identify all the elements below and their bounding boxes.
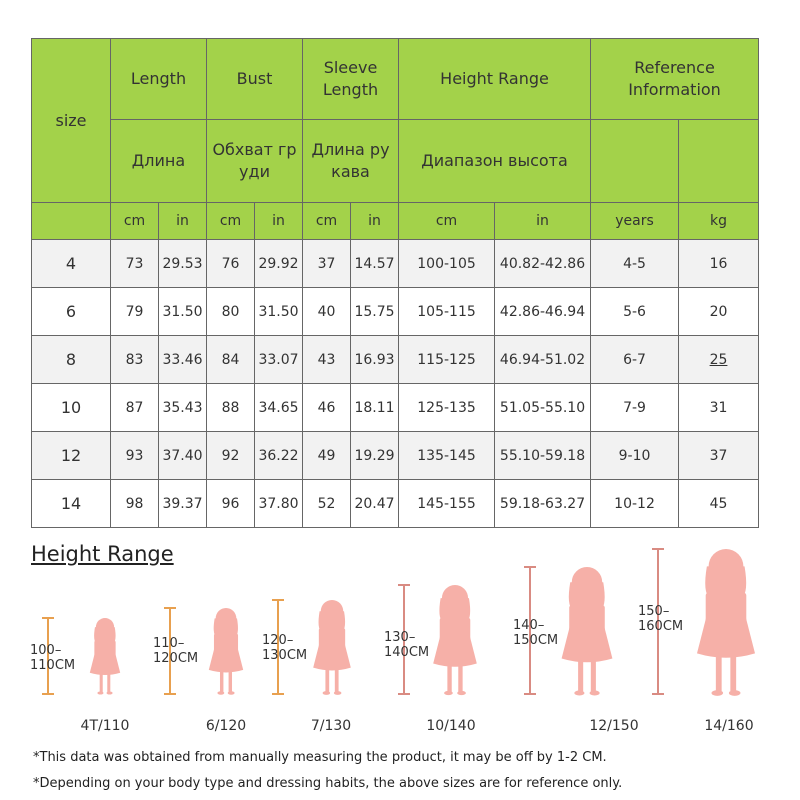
figure-head — [709, 549, 744, 584]
figure-hair — [214, 618, 238, 637]
figure-neck — [329, 622, 335, 627]
figure-leg-left — [325, 670, 329, 693]
table-cell: 105-115 — [399, 288, 495, 336]
figure-hair — [319, 611, 346, 632]
length-header-ru: Длина — [111, 120, 207, 203]
empty-header-cell — [679, 120, 759, 203]
figure-shoe-left — [323, 691, 331, 695]
table-row — [32, 384, 759, 432]
figure-arm-right — [341, 628, 345, 652]
figure-leg-right — [458, 666, 462, 692]
figure-neck — [103, 635, 108, 639]
figure-shoe-left — [97, 691, 103, 694]
unit-header: in — [351, 203, 399, 240]
table-row — [32, 480, 759, 528]
size-header: size — [32, 39, 111, 203]
figure-dress — [313, 627, 351, 670]
table-cell: 15.75 — [351, 288, 399, 336]
table-cell: 100-105 — [399, 240, 495, 288]
table-row — [32, 432, 759, 480]
height-range-label: 150– 160CM — [638, 604, 684, 634]
table-cell: 6-7 — [591, 336, 679, 384]
figure-shoe-right — [334, 691, 342, 695]
figure-arm-right — [113, 641, 116, 661]
figure-size-label: 12/150 — [589, 718, 639, 734]
figure-arm-left — [319, 628, 323, 652]
girl-figure-icon — [209, 608, 243, 695]
table-cell: 33.46 — [159, 336, 207, 384]
figure-dress — [562, 604, 613, 662]
figure-shoe-left — [444, 691, 453, 695]
table-cell: 145-155 — [399, 480, 495, 528]
figure-size-label: 4T/110 — [80, 718, 130, 734]
figure-neck — [722, 583, 731, 590]
figure-size-label: 14/160 — [704, 718, 754, 734]
height-range-title: Height Range — [31, 542, 174, 566]
table-cell: 34.65 — [255, 384, 303, 432]
table-cell: 20 — [679, 288, 759, 336]
sleeve-length-header: Sleeve Length — [303, 39, 399, 120]
table-cell: 83 — [111, 336, 159, 384]
table-cell: 92 — [207, 432, 255, 480]
figure-dress — [697, 591, 755, 658]
table-cell: 5-6 — [591, 288, 679, 336]
length-header: Length — [111, 39, 207, 120]
unit-header: years — [591, 203, 679, 240]
figure-arm-right — [600, 605, 605, 638]
table-cell: 37 — [679, 432, 759, 480]
figure-arm-left — [94, 641, 97, 661]
unit-header: kg — [679, 203, 759, 240]
height-range-label: 110– 120CM — [153, 636, 199, 666]
table-cell: 135-145 — [399, 432, 495, 480]
girl-figure-icon — [562, 567, 613, 696]
figure-head — [216, 608, 237, 629]
figure-leg-right — [730, 656, 736, 691]
table-cell: 52 — [303, 480, 351, 528]
table-cell: 37 — [303, 240, 351, 288]
empty-header-cell — [591, 120, 679, 203]
figure-dress — [433, 617, 477, 667]
table-cell: 9-10 — [591, 432, 679, 480]
table-cell: 20.47 — [351, 480, 399, 528]
table-cell: 29.53 — [159, 240, 207, 288]
table-cell: 98 — [111, 480, 159, 528]
table-cell: 31.50 — [159, 288, 207, 336]
table-cell: 43 — [303, 336, 351, 384]
table-cell: 93 — [111, 432, 159, 480]
figure-arm-right — [466, 618, 470, 646]
table-cell: 59.18-63.27 — [495, 480, 591, 528]
table-cell: 36.22 — [255, 432, 303, 480]
size-cell: 8 — [32, 336, 111, 384]
table-cell: 80 — [207, 288, 255, 336]
table-cell: 37.80 — [255, 480, 303, 528]
table-cell: 10-12 — [591, 480, 679, 528]
table-cell: 40 — [303, 288, 351, 336]
table-cell: 45 — [679, 480, 759, 528]
table-cell: 125-135 — [399, 384, 495, 432]
figure-head — [572, 567, 602, 597]
figure-shoe-right — [457, 691, 466, 695]
figure-head — [96, 618, 114, 636]
figure-shoe-right — [729, 690, 741, 696]
table-cell: 87 — [111, 384, 159, 432]
table-cell: 18.11 — [351, 384, 399, 432]
figure-leg-left — [100, 674, 103, 692]
figure-arm-left — [440, 618, 444, 646]
table-row — [32, 336, 759, 384]
figure-leg-left — [578, 661, 583, 691]
table-cell: 4-5 — [591, 240, 679, 288]
figure-dress — [90, 640, 120, 675]
unit-header: in — [159, 203, 207, 240]
figure-leg-right — [107, 674, 110, 692]
table-cell: 51.05-55.10 — [495, 384, 591, 432]
table-cell: 84 — [207, 336, 255, 384]
table-cell: 35.43 — [159, 384, 207, 432]
figure-leg-right — [591, 661, 596, 691]
table-cell: 115-125 — [399, 336, 495, 384]
table-cell: 40.82-42.86 — [495, 240, 591, 288]
height-range-label: 120– 130CM — [262, 633, 308, 663]
size-cell: 4 — [32, 240, 111, 288]
size-cell: 6 — [32, 288, 111, 336]
height-range-label: 140– 150CM — [513, 618, 559, 648]
girl-figure-icon — [433, 585, 477, 695]
table-cell: 42.86-46.94 — [495, 288, 591, 336]
figure-hair — [705, 566, 746, 598]
sleeve-length-header-ru: Длина ру кава — [303, 120, 399, 203]
table-cell: 73 — [111, 240, 159, 288]
size-cell: 10 — [32, 384, 111, 432]
height-range-header-ru: Диапазон высота — [399, 120, 591, 203]
figure-arm-left — [214, 634, 217, 656]
figure-leg-right — [229, 672, 232, 693]
figure-arm-right — [741, 593, 747, 631]
figure-shoe-left — [217, 691, 224, 694]
figure-dress — [209, 633, 243, 673]
table-cell: 49 — [303, 432, 351, 480]
table-cell: 7-9 — [591, 384, 679, 432]
figure-head — [442, 585, 468, 611]
size-chart-table — [31, 38, 759, 528]
figure-size-label: 7/130 — [310, 718, 352, 734]
figure-leg-right — [335, 670, 339, 693]
table-cell: 55.10-59.18 — [495, 432, 591, 480]
figure-hair — [439, 598, 470, 622]
figure-shoe-left — [574, 690, 584, 695]
table-row — [32, 288, 759, 336]
table-cell: 46 — [303, 384, 351, 432]
unit-header: cm — [111, 203, 159, 240]
table-cell: 79 — [111, 288, 159, 336]
figure-shoe-left — [712, 690, 724, 696]
figure-neck — [223, 628, 228, 632]
table-cell: 16 — [679, 240, 759, 288]
figure-shoe-right — [228, 691, 235, 694]
figure-shoe-right — [107, 691, 113, 694]
figure-leg-left — [220, 672, 223, 693]
footnote-reference: *Depending on your body type and dressing habits, the above sizes are for reference only. — [33, 776, 623, 791]
table-cell: 19.29 — [351, 432, 399, 480]
figure-arm-left — [569, 605, 574, 638]
figure-neck — [452, 610, 459, 615]
size-cell: 14 — [32, 480, 111, 528]
figure-arm-left — [706, 593, 712, 631]
table-cell: 14.57 — [351, 240, 399, 288]
girl-figure-icon — [313, 600, 351, 695]
table-cell: 29.92 — [255, 240, 303, 288]
bust-header-ru: Обхват гр уди — [207, 120, 303, 203]
unit-header: in — [255, 203, 303, 240]
table-cell: 37.40 — [159, 432, 207, 480]
table-cell: 39.37 — [159, 480, 207, 528]
figure-size-label: 10/140 — [426, 718, 476, 734]
table-cell: 76 — [207, 240, 255, 288]
figure-leg-left — [716, 656, 722, 691]
unit-header-empty — [32, 203, 111, 240]
table-cell: 88 — [207, 384, 255, 432]
figure-head — [321, 600, 344, 623]
bust-header: Bust — [207, 39, 303, 120]
height-range-label: 130– 140CM — [384, 630, 430, 660]
height-range-label: 100– 110CM — [30, 643, 76, 673]
girl-figure-icon — [697, 549, 755, 696]
table-cell: 96 — [207, 480, 255, 528]
table-row — [32, 240, 759, 288]
figure-hair — [94, 627, 115, 644]
table-cell: 25 — [679, 336, 759, 384]
table-cell: 31 — [679, 384, 759, 432]
figure-leg-left — [447, 666, 451, 692]
table-cell: 46.94-51.02 — [495, 336, 591, 384]
figure-hair — [569, 582, 605, 610]
unit-header: cm — [303, 203, 351, 240]
figure-size-label: 6/120 — [205, 718, 247, 734]
figure-neck — [583, 596, 591, 602]
table-cell: 31.50 — [255, 288, 303, 336]
unit-header: cm — [207, 203, 255, 240]
footnote-measurement: *This data was obtained from manually measuring the product, it may be off by 1-2 CM. — [33, 750, 607, 765]
table-cell: 33.07 — [255, 336, 303, 384]
girl-figure-icon — [90, 618, 120, 695]
reference-info-header: Reference Information — [591, 39, 759, 120]
size-table-body — [32, 240, 759, 528]
height-range-header: Height Range — [399, 39, 591, 120]
size-cell: 12 — [32, 432, 111, 480]
table-cell: 16.93 — [351, 336, 399, 384]
figure-shoe-right — [590, 690, 600, 695]
unit-header: in — [495, 203, 591, 240]
figure-arm-right — [235, 634, 238, 656]
unit-header: cm — [399, 203, 495, 240]
